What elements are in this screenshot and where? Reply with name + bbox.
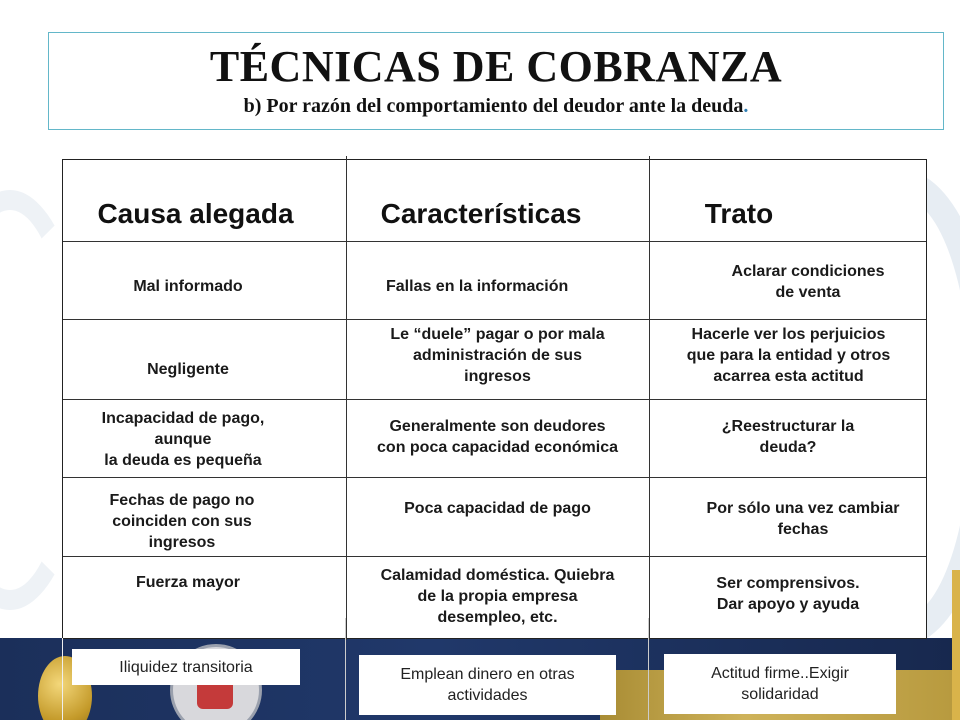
row4-causa: Fechas de pago no coinciden con sus ingresos	[109, 491, 255, 551]
row3-caracteristica: Generalmente son deudores con poca capacidad económica	[377, 418, 618, 456]
header-trato: Trato	[704, 197, 774, 229]
collection-techniques-table	[62, 159, 927, 639]
last-row-causa: Iliquidez transitoria	[72, 649, 300, 685]
row4-trato: Por sólo una vez cambiar fechas	[706, 500, 900, 538]
row2-causa: Negligente	[147, 360, 229, 378]
column-edge	[345, 618, 346, 720]
row1-causa: Mal informado	[133, 277, 243, 295]
row1-caracteristica: Fallas en la información	[386, 277, 569, 295]
page-subtitle	[49, 93, 943, 119]
title-box	[48, 32, 944, 130]
gold-edge-bar	[952, 570, 960, 720]
column-edge	[648, 618, 649, 720]
row3-trato: ¿Reestructurar la deuda?	[721, 418, 855, 456]
column-edge	[62, 638, 63, 720]
header-caracteristicas: Características	[380, 197, 582, 229]
row2-trato: Hacerle ver los perjuicios que para la entidad y otros acarrea esta actitud	[686, 325, 891, 385]
row1-trato: Aclarar condiciones de venta	[731, 263, 885, 301]
last-row-trato: Actitud firme..Exigir solidaridad	[664, 654, 896, 714]
row4-caracteristica: Poca capacidad de pago	[404, 499, 591, 517]
row5-trato: Ser comprensivos. Dar apoyo y ayuda	[716, 575, 860, 613]
row5-caracteristica: Calamidad doméstica. Quiebra de la propia empresa desempleo, etc.	[380, 566, 615, 626]
row5-causa: Fuerza mayor	[135, 573, 241, 591]
header-causa: Causa alegada	[97, 197, 294, 229]
row2-caracteristica: Le “duele” pagar o por mala administración de sus ingresos	[390, 325, 605, 385]
subtitle-period: .	[743, 95, 749, 117]
last-row-caracteristica: Emplean dinero en otras actividades	[359, 655, 616, 715]
row3-causa: Incapacidad de pago, aunque la deuda es pequeña	[101, 409, 265, 469]
subtitle-text: b) Por razón del comportamiento del deudor ante la deuda	[243, 95, 744, 117]
page-title: TÉCNICAS DE COBRANZA	[209, 42, 783, 91]
